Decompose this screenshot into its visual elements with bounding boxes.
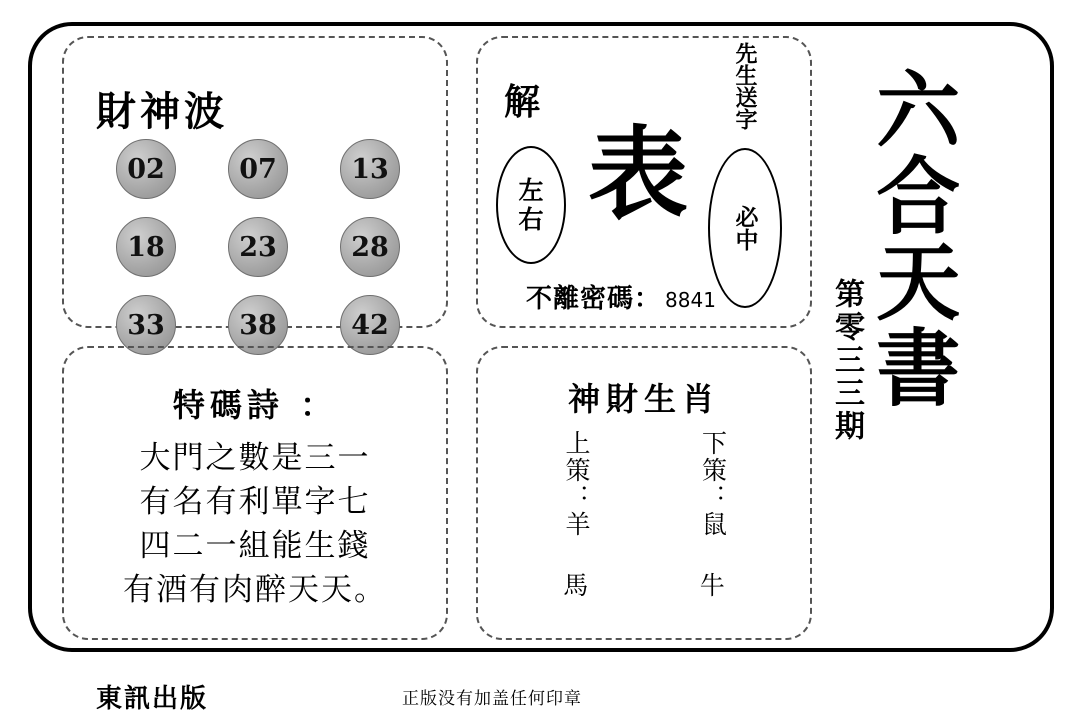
poem-line: 有名有利單字七 <box>139 484 371 521</box>
number-ball: 13 <box>340 139 400 199</box>
zodiac-column-upper <box>560 430 593 602</box>
zodiac-columns <box>478 430 810 602</box>
zodiac-upper-label: 上策：羊 <box>562 430 591 538</box>
left-character: 左 <box>518 175 544 205</box>
featured-word: 表 <box>588 115 688 233</box>
publisher-label: 東訊出版 <box>96 684 209 714</box>
poem-panel <box>62 346 448 640</box>
poem-title: 特碼詩 ： <box>172 386 338 424</box>
left-right-oval <box>496 146 566 264</box>
poem-line: 大門之數是三一 <box>139 440 371 476</box>
secret-code-label: 不離密碼： <box>526 284 662 314</box>
zodiac-panel <box>476 346 812 640</box>
number-ball: 23 <box>228 217 288 277</box>
poem-line: 四二一組能生錢 <box>139 528 371 565</box>
zodiac-column-lower <box>696 430 729 602</box>
zodiac-title: 神財生肖 <box>567 380 720 418</box>
number-ball: 28 <box>340 217 400 277</box>
number-ball: 07 <box>228 139 288 199</box>
must-hit-oval <box>708 148 782 308</box>
secret-code-row <box>526 278 716 315</box>
zodiac-upper-second: 馬 <box>563 571 589 600</box>
number-ball: 42 <box>340 295 400 355</box>
authenticity-note: 正版没有加盖任何印章 <box>402 689 582 709</box>
number-ball: 38 <box>228 295 288 355</box>
number-ball: 18 <box>116 217 176 277</box>
word-hint-panel <box>476 36 812 328</box>
number-ball: 02 <box>116 139 176 199</box>
lucky-numbers-panel <box>62 36 448 341</box>
zodiac-lower-label: 下策：鼠 <box>698 430 728 538</box>
jie-character: 解 <box>504 81 541 123</box>
zodiac-lower-second: 牛 <box>699 571 725 600</box>
lucky-numbers-grid <box>90 130 426 364</box>
lucky-numbers-title: 財神波 <box>96 88 228 135</box>
secret-code-value: 8841 <box>665 288 716 312</box>
vertical-phrase: 先生送字 <box>732 42 758 130</box>
right-character: 右 <box>518 205 544 234</box>
issue-number: 第零三三期 <box>829 278 864 443</box>
poem-body <box>64 436 446 612</box>
page-title: 六合天書 <box>862 66 962 410</box>
poem-line: 有酒有肉醉天天。 <box>123 572 387 609</box>
must-hit-text: 必中 <box>731 205 759 251</box>
number-ball: 33 <box>116 295 176 355</box>
